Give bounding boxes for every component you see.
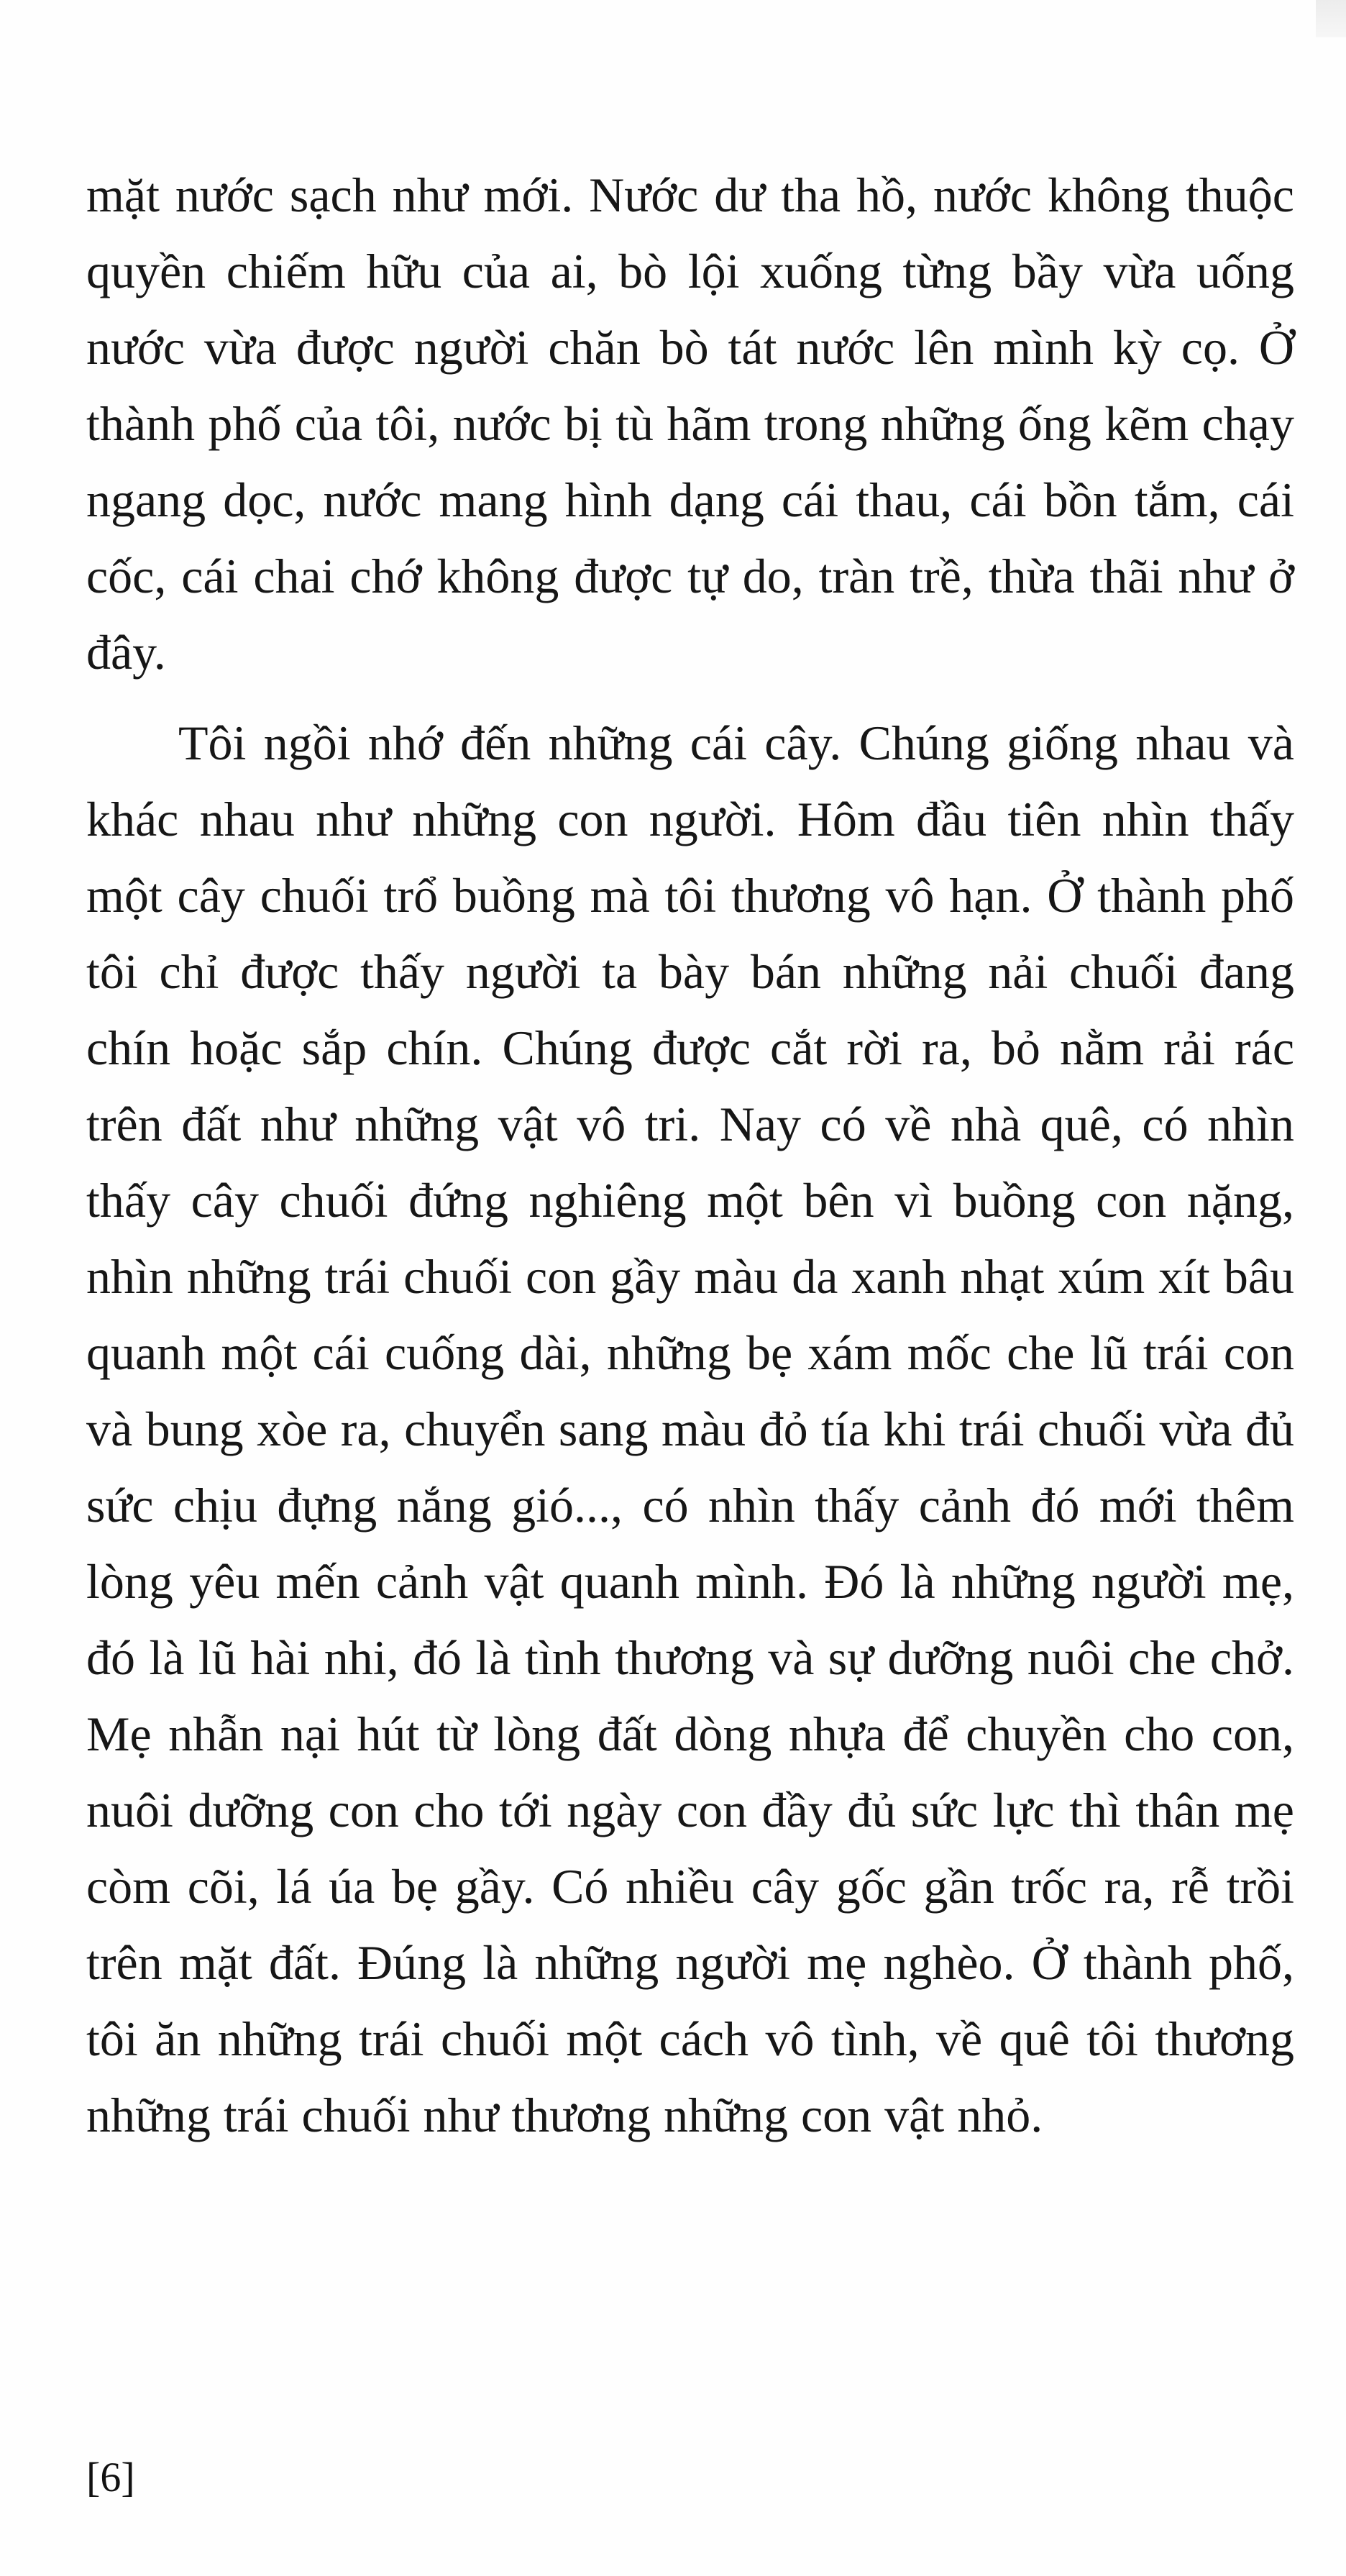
- paragraph-1: mặt nước sạch như mới. Nước dư tha hồ, nước không thuộc quyền chiếm hữu của ai, bò lội xuống từng bầy vừa uống nước vừa được người chăn bò tát nước lên mình kỳ cọ. Ở thành phố của tôi, nước bị tù hãm trong những ống kẽm chạy ngang dọc, nước mang hình dạng cái thau, cái bồn tắm, cái cốc, cái chai chớ không được tự do, tràn trề, thừa thãi như ở đây.: [86, 168, 1294, 680]
- page-edge-shadow: [1316, 0, 1346, 37]
- paragraph-2: Tôi ngồi nhớ đến những cái cây. Chúng giống nhau và khác nhau như những con người. Hôm đầu tiên nhìn thấy một cây chuối trổ buồng mà tôi thương vô hạn. Ở thành phố tôi chỉ được thấy người ta bày bán những nải chuối đang chín hoặc sắp chín. Chúng được cắt rời ra, bỏ nằm rải rác trên đất như những vật vô tri. Nay có về nhà quê, có nhìn thấy cây chuối đứng nghiêng một bên vì buồng con nặng, nhìn những trái chuối con gầy màu da xanh nhạt xúm xít bâu quanh một cái cuống dài, những bẹ xám mốc che lũ trái con và bung xòe ra, chuyển sang màu đỏ tía khi trái chuối vừa đủ sức chịu đựng nắng gió..., có nhìn thấy cảnh đó mới thêm lòng yêu mến cảnh vật quanh mình. Đó là những người mẹ, đó là lũ hài nhi, đó là tình thương và sự dưỡng nuôi che chở. Mẹ nhẫn nại hút từ lòng đất dòng nhựa để chuyền cho con, nuôi dưỡng con cho tới ngày con đầy đủ sức lực thì thân mẹ còm cõi, lá úa bẹ gầy. Có nhiều cây gốc gần trốc ra, rễ trồi trên mặt đất. Đúng là những người mẹ nghèo. Ở thành phố, tôi ăn những trái chuối một cách vô tình, về quê tôi thương những trái chuối như thương những con vật nhỏ.: [86, 716, 1294, 2142]
- page-number: [6]: [86, 2454, 135, 2500]
- body-text: [86, 157, 1294, 2153]
